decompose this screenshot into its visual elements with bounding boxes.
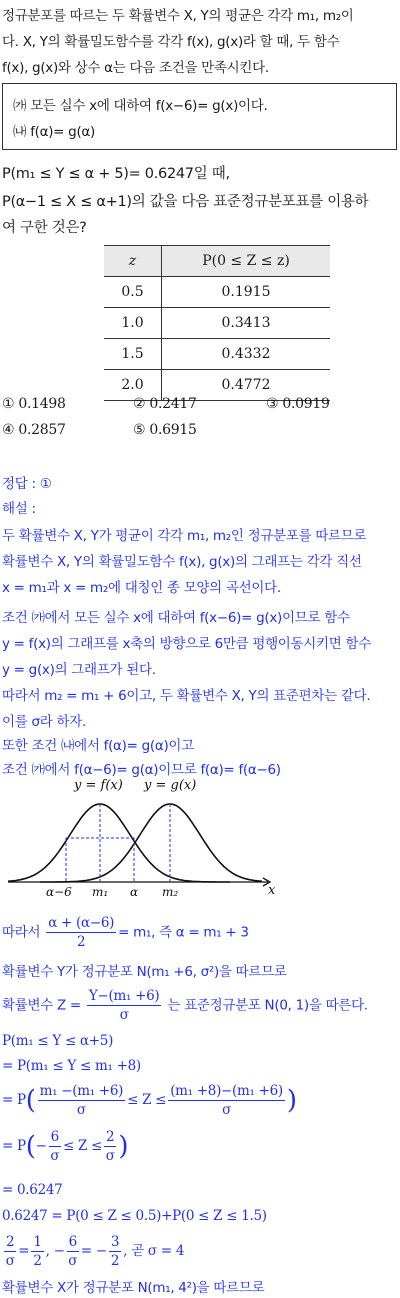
solution-standardize-line: 확률변수 Z = $\frac{\text{Y−(m₁ +6)}}{\sigma}$ 는 표준정규분포 N(0, 1)을 따른다.	[2, 988, 368, 1023]
table-cell: 0.1915	[162, 277, 331, 308]
question-line-2: 여 구한 것은?	[2, 220, 87, 236]
solution-line: 이를 σ라 하자.	[2, 714, 86, 730]
fraction-numerator: α + (α−6)	[48, 915, 115, 931]
equation-line-standardized: = P( $\frac{\text{m₁ −(m₁ +6)}}{\sigma}$ ≤ Z ≤ $\frac{\text{(m₁ +8)−(m₁ +6)}}{\sigma}$ )	[2, 1083, 297, 1118]
table-cell: 1.5	[104, 339, 162, 370]
problem-line-3: f(x), g(x)와 상수 α는 다음 조건을 만족시킨다.	[2, 60, 269, 76]
solution-line: 확률변수 X, Y의 확률밀도함수 f(x), g(x)의 그래프는 각각 직선	[2, 554, 362, 570]
table-cell: 1.0	[104, 308, 162, 339]
equation-line: = 0.6247	[2, 1182, 63, 1198]
solution-line: 확률변수 X가 정규분포 N(m₁, 4²)을 따르므로	[2, 1280, 265, 1296]
solution-line: y = g(x)의 그래프가 된다.	[2, 662, 156, 678]
condition-na: ㈏ f(α)= g(α)	[13, 124, 95, 140]
table-row	[104, 308, 330, 339]
label-g: y = g(x)	[144, 778, 197, 793]
solution-line: 조건 ㈎에서 f(α−6)= g(α)이므로 f(α)= f(α−6)	[2, 762, 281, 778]
problem-line-1: 정규분포를 따르는 두 확률변수 X, Y의 평균은 각각 m₁, m₂이	[2, 8, 354, 24]
solution-heading: 해설 :	[2, 501, 36, 517]
tick-alpha-minus-6: α−6	[46, 885, 72, 899]
given-condition: P(m₁ ≤ Y ≤ α + 5)= 0.6247일 때,	[2, 166, 230, 182]
equation-line: 0.6247 = P(0 ≤ Z ≤ 0.5)+P(0 ≤ Z ≤ 1.5)	[2, 1208, 267, 1224]
curve-g	[40, 804, 262, 882]
equation-line-sigma: $\frac{2}{\sigma}$ = $\frac{1}{2}$ , − $\frac{6}{\sigma}$ = − $\frac{3}{2}$ , 곧 σ = 4	[5, 1234, 185, 1269]
table-cell: 0.3413	[162, 308, 331, 339]
table-row	[104, 339, 330, 370]
solution-line: x = m₁과 x = m₂에 대칭인 종 모양의 곡선이다.	[2, 580, 281, 596]
condition-box	[2, 83, 397, 150]
normal-curves-graph	[0, 760, 400, 900]
table-header-z: z	[104, 246, 162, 277]
table-header-row	[104, 246, 330, 277]
axis-label-x: x	[268, 883, 276, 898]
choice-4[interactable]: ④ 0.2857	[2, 422, 66, 438]
solution-line: 또한 조건 ㈏에서 f(α)= g(α)이고	[2, 738, 194, 754]
question-line-1: P(α−1 ≤ X ≤ α+1)의 값을 다음 표준정규분포표를 이용하	[2, 194, 369, 210]
solution-line: 조건 ㈎에서 모든 실수 x에 대하여 f(x−6)= g(x)이므로 함수	[2, 610, 350, 626]
label-f: y = f(x)	[74, 778, 123, 793]
answer-line: 정답 : ①	[2, 476, 52, 492]
equation-line: = P(m₁ ≤ Y ≤ m₁ +8)	[2, 1058, 141, 1074]
fraction-numerator: Y−(m₁ +6)	[88, 988, 160, 1004]
tick-m2: m₂	[162, 885, 179, 899]
tick-m1: m₁	[92, 885, 109, 899]
fraction-denominator: σ	[119, 1007, 129, 1023]
solution-alpha-line: 따라서 $\frac{\alpha + (\alpha-6)}{2}$ = m₁, 즉 α = m₁ + 3	[2, 915, 249, 950]
curve-f	[8, 804, 230, 882]
choice-2[interactable]: ② 0.2417	[133, 396, 197, 412]
table-cell: 2.0	[104, 370, 162, 401]
choice-1[interactable]: ① 0.1498	[2, 396, 66, 412]
table-cell: 0.5	[104, 277, 162, 308]
table-cell: 0.4332	[162, 339, 331, 370]
standard-normal-table	[104, 245, 330, 401]
equation-line-simplified: = P(− $\frac{6}{\sigma}$ ≤ Z ≤ $\frac{2}{\sigma}$ )	[2, 1129, 129, 1164]
choice-5[interactable]: ⑤ 0.6915	[133, 422, 197, 438]
fraction-denominator: 2	[77, 934, 86, 950]
choice-3[interactable]: ③ 0.0919	[266, 396, 330, 412]
solution-line: 두 확률변수 X, Y가 평균이 각각 m₁, m₂인 정규분포를 따르므로	[2, 528, 367, 544]
solution-line: 확률변수 Y가 정규분포 N(m₁ +6, σ²)을 따르므로	[2, 964, 287, 980]
tick-alpha: α	[130, 885, 139, 899]
condition-ga: ㈎ 모든 실수 x에 대하여 f(x−6)= g(x)이다.	[13, 98, 268, 114]
table-header-prob: P(0 ≤ Z ≤ z)	[162, 246, 331, 277]
solution-line: y = f(x)의 그래프를 x축의 방향으로 6만큼 평행이동시키면 함수	[2, 636, 371, 652]
solution-line: 따라서 m₂ = m₁ + 6이고, 두 확률변수 X, Y의 표준편차는 같다.	[2, 688, 371, 704]
table-row	[104, 277, 330, 308]
equation-line: P(m₁ ≤ Y ≤ α+5)	[2, 1033, 114, 1049]
problem-line-2: 다. X, Y의 확률밀도함수를 각각 f(x), g(x)라 할 때, 두 함수	[2, 34, 340, 50]
table-cell: 0.4772	[162, 370, 331, 401]
